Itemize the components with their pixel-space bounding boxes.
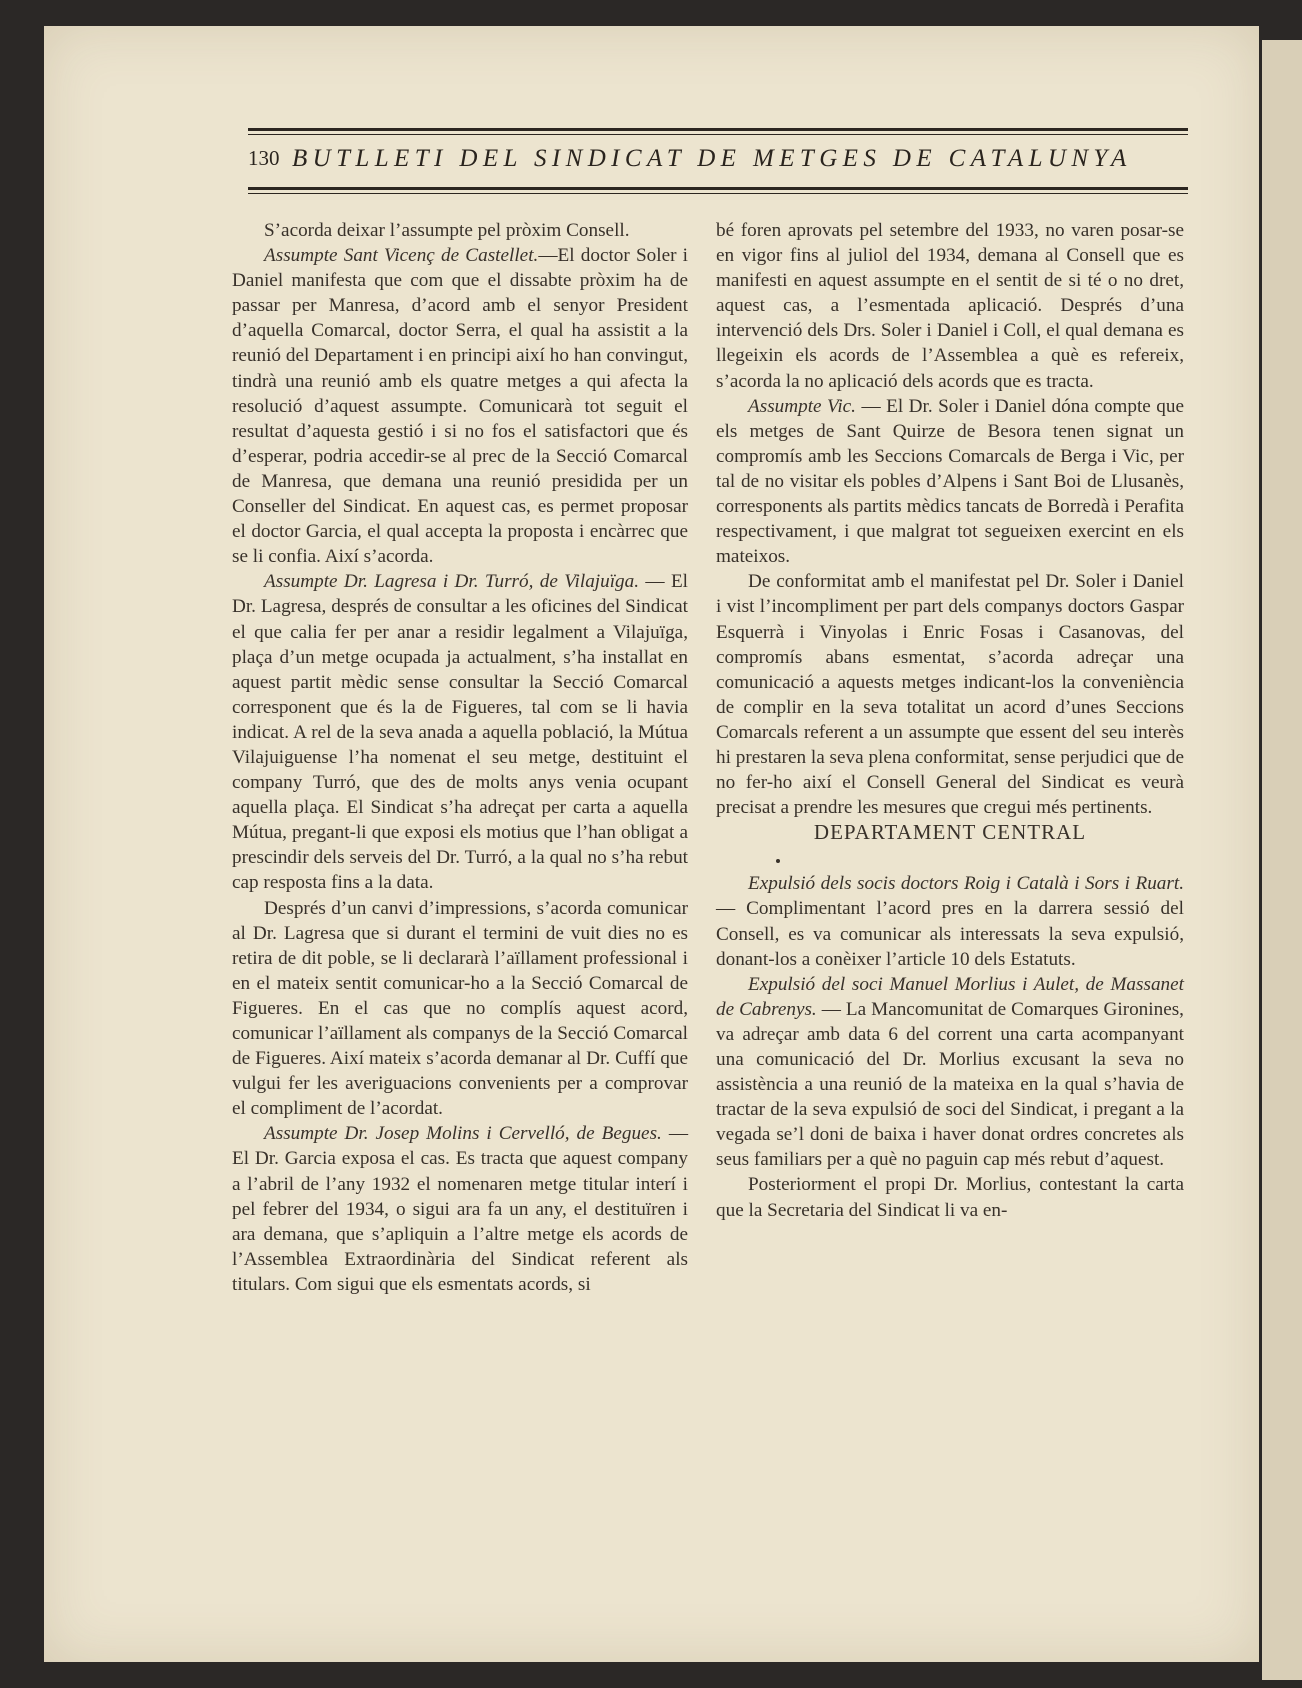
page-number: 130 <box>248 146 280 170</box>
subject-title: Assumpte Dr. Lagresa i Dr. Turró, de Vilajuïga. <box>264 571 640 593</box>
paragraph <box>716 394 1184 570</box>
paragraph-body: — El Dr. Soler i Daniel dóna compte que els metges de Sant Quirze de Besora tenen signat un compromís amb les Seccions Comarcals de Berga i Vic, per tal de no visitar els pobles d’Alpens i Sant Boi de Llusanès, corresponents als partits mèdics tancats de Borredà i Perafita respectivament, i que malgrat tot segueixen exercint en els mateixos. <box>716 395 1184 568</box>
header-rule-bottom-thin <box>248 193 1188 194</box>
paragraph: De conformitat amb el manifestat pel Dr. Soler i Daniel i vist l’incompliment per part dels companys doctors Gaspar Esquerrà i Vinyolas i Enric Fosas i Casanovas, del compromís abans esmentat, s’acorda adreçar una comunicació a aquests metges indicant-los la conveniència de complir en la seva totalitat un acord d’unes Seccions Comarcals referent a un assumpte que essent del seu interès hi prestaren la seva plena conformitat, sense perjudici que de no fer-ho així el Consell General del Sindicat es veurà precisat a prendre les mesures que cregui més pertinents. <box>716 571 1184 819</box>
paragraph: Després d’un canvi d’impressions, s’acorda comunicar al Dr. Lagresa que si durant el termini de vuit dies no es retira de dit poble, se li declararà l’aïllament professional i en el mateix sentit comunicar-ho a la Secció Comarcal de Figueres. En el cas que no complís aquest acord, comunicar l’aïllament als companys de la Secció Comarcal de Figueres. Així mateix s’acorda demanar al Dr. Cuffí que vulgui fer les averiguacions convenients per a comprovar el compliment de l’acordat. <box>232 897 688 1120</box>
next-page-edge <box>1262 40 1302 1680</box>
paragraph <box>232 243 688 569</box>
paragraph-body: — El Dr. Garcia exposa el cas. Es tracta que aquest company a l’abril de l’any 1932 el nomenaren metge titular interí i pel febrer del 1934, o sigui ara fa un any, el destituïren i ara demana, que s’apliquin a l’altre metge els acords de l’Assemblea Extraordinària del Sindicat referent als titulars. Com sigui que els esmentats acords, si <box>232 1123 689 1295</box>
paragraph-body: — La Mancomunitat de Comarques Gironines, va adreçar amb data 6 del corrent una carta acompanyant una comunicació del Dr. Morlius excusant la seva no assistència a una reunió de la mateixa en la qual s’havia de tractar de la seva expulsió de soci del Sindicat, i pregant a la vegada se’l doni de baixa i haver donat ordres concretes als seus familiars per a què no paguin cap més rebut d’aquest. <box>716 998 1184 1171</box>
paragraph-body: — Complimentant l’acord pres en la darrera sessió del Consell, es va comunicar als interessats la seva expulsió, donant-los a conèixer l’article 10 dels Estatuts. <box>716 898 1184 970</box>
paragraph: S’acorda deixar l’assumpte pel pròxim Consell. <box>264 220 630 241</box>
paragraph <box>232 1121 688 1297</box>
right-column <box>716 218 1184 1223</box>
subject-title: Assumpte Dr. Josep Molins i Cervelló, de Begues. <box>264 1123 662 1145</box>
paragraph: Posteriorment el propi Dr. Morlius, contestant la carta que la Secretaria del Sindicat li va en- <box>716 1174 1184 1221</box>
header-rule-top-thin <box>248 134 1188 135</box>
paragraph-body: — El Dr. Lagresa, després de consultar a les oficines del Sindicat el que calia fer per anar a residir legalment a Vilajuïga, plaça d’un metge ocupada ja actualment, s’ha installat en aquest partit mèdic sense consultar la Secció Comarcal corresponent que és la de Figueres, tal com se li havia indicat. A rel de la seva anada a aquella població, la Mútua Vilajuiguense l’ha nomenat el seu metge, destituint el company Turró, que des de molts anys venia ocupant aquella plaça. El Sindicat s’ha adreçat per carta a aquella Mútua, pregant-li que exposi els motius que l’han obligat a prescindir dels serveis del Dr. Turró, a la qual no s’ha rebut cap resposta fins a la data. <box>232 571 688 894</box>
left-column <box>232 218 688 1297</box>
paragraph <box>716 871 1184 971</box>
running-title: BUTLLETI DEL SINDICAT DE METGES DE CATALUNYA <box>292 145 1132 172</box>
subject-title: Expulsió del soci Manuel Morlius i Aulet, de Massanet de Cabrenys. <box>716 973 1184 1020</box>
subject-title: Expulsió dels socis doctors Roig i Català i Sors i Ruart. <box>748 873 1184 895</box>
header-rule-top <box>248 128 1188 131</box>
ornament-dot <box>716 845 1184 871</box>
paragraph <box>716 972 1184 1173</box>
header-rule-bottom <box>248 187 1188 190</box>
paragraph-body: —El doctor Soler i Daniel manifesta que com que el dissabte pròxim ha de passar per Manresa, d’acord amb el senyor President d’aquella Comarcal, doctor Serra, el qual ha assistit a la reunió del Departament i en principi així ho han convingut, tindrà una reunió amb els quatre metges a qui afecta la resolució d’aquest assumpte. Comunicarà tot seguit el resultat d’aquesta gestió i si no fos el satisfactori que és d’esperar, podria accedir-se al prec de la Secció Comarcal de Manresa, que demana una reunió presidida per un Conseller del Sindicat. En aquest cas, es permet proposar el doctor Garcia, el qual accepta la proposta i encàrrec que se li confia. Així s’acorda. <box>232 245 688 568</box>
subject-title: Assumpte Sant Vicenç de Castellet. <box>264 245 539 267</box>
subject-title: Assumpte Vic. <box>748 395 856 417</box>
section-title: DEPARTAMENT CENTRAL <box>813 820 1087 845</box>
paragraph: bé foren aprovats pel setembre del 1933, no varen posar-se en vigor fins al juliol del 1934, demana al Consell que es manifesti en aquest assumpte en el sentit de si té o no dret, aquest cas, a l’esmentada aplicació. Després d’una intervenció dels Drs. Soler i Daniel i Coll, el qual demana es llegeixin els acords de l’Assemblea a què es refereix, s’acorda la no aplicació dels acords que es tracta. <box>716 220 1184 392</box>
page-header <box>248 128 1188 196</box>
paragraph <box>232 569 688 895</box>
